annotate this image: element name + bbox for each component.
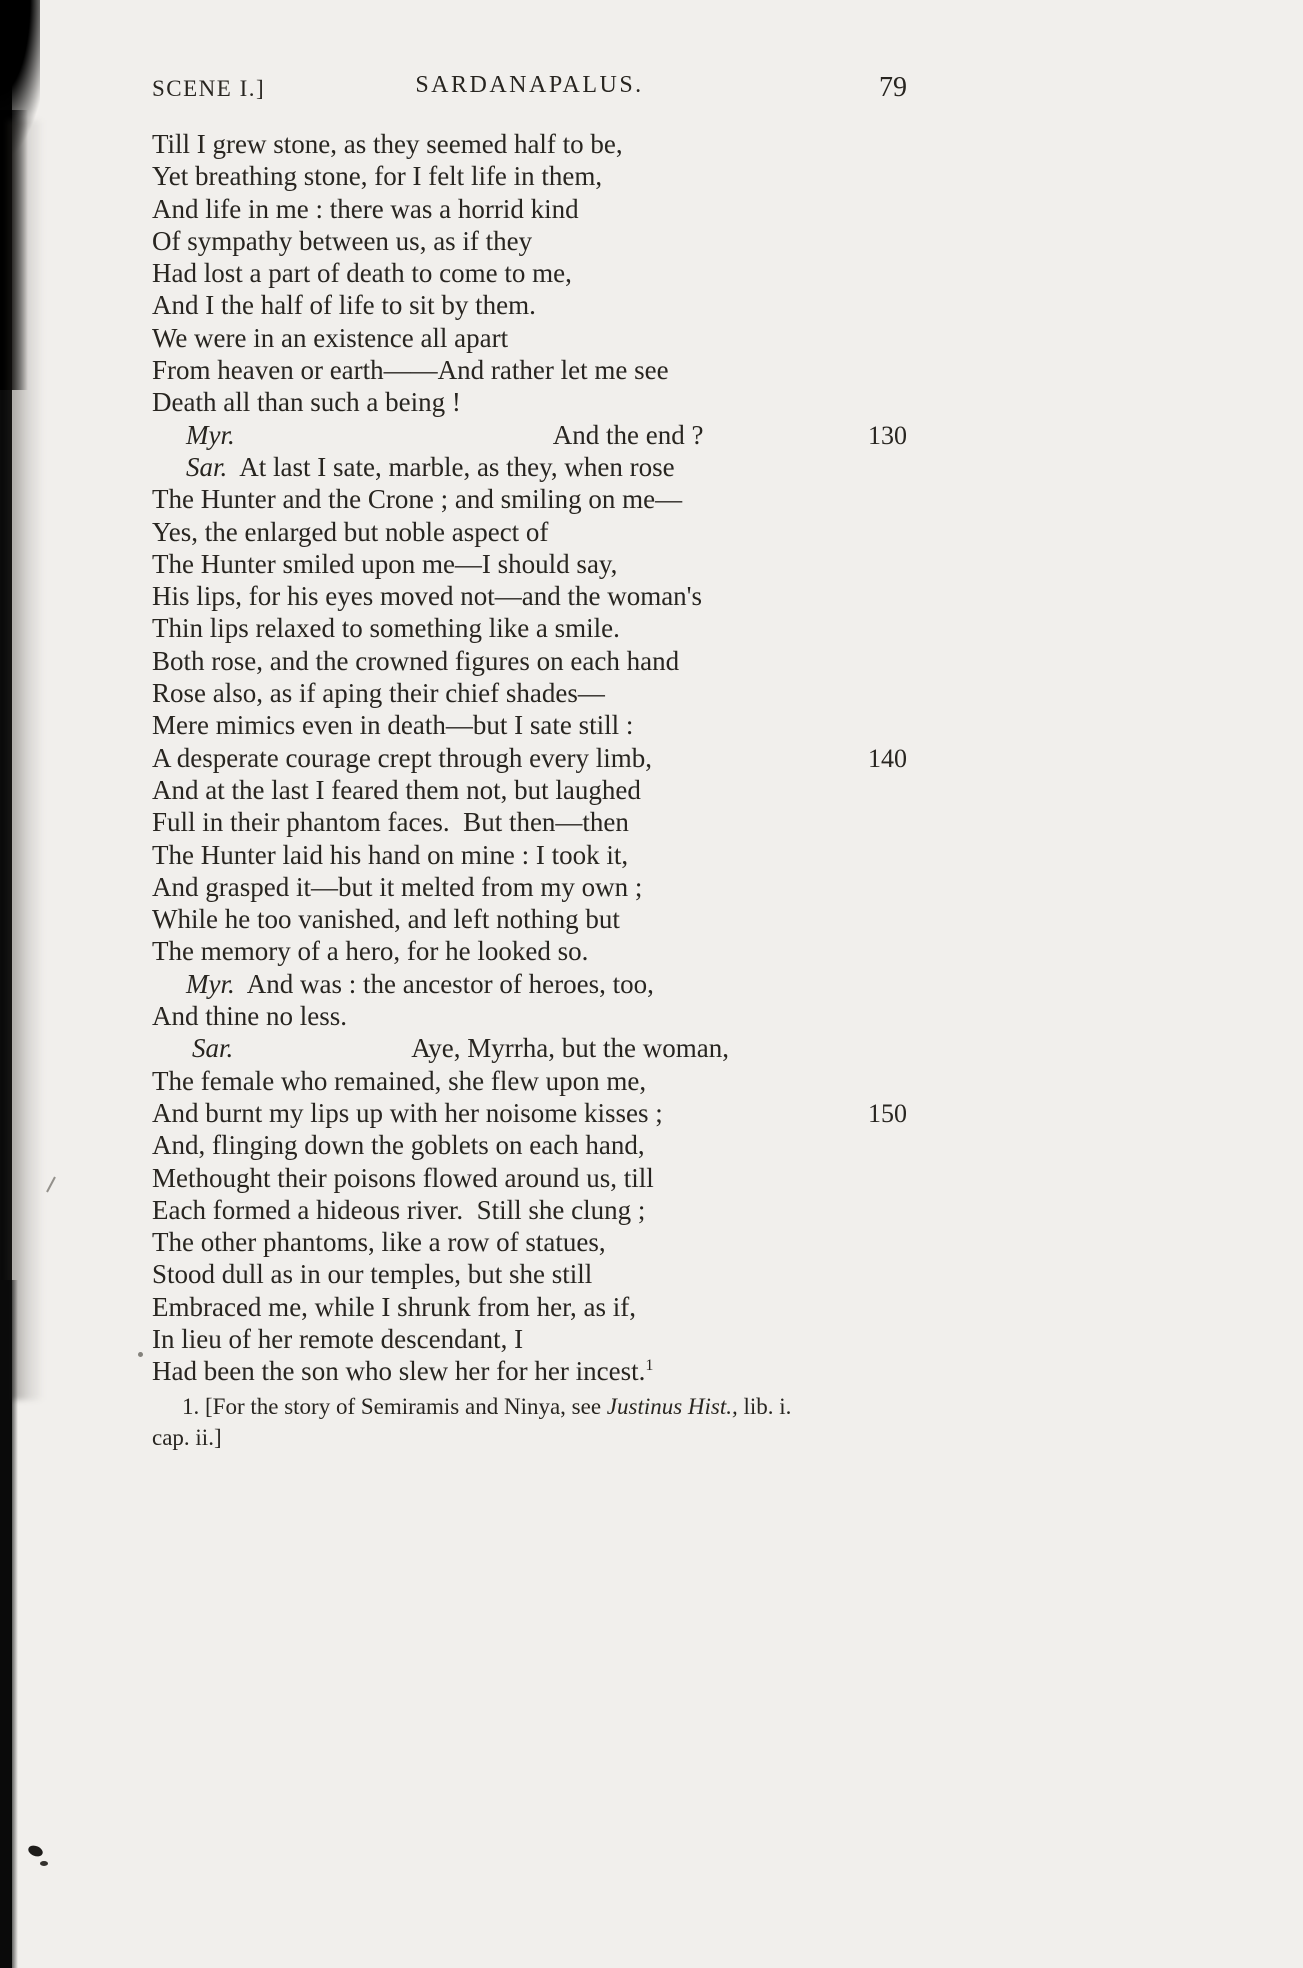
verse-line <box>152 903 907 935</box>
scan-dot-mark <box>138 1352 143 1357</box>
verse-line <box>152 839 907 871</box>
verse-line <box>152 225 907 257</box>
line-text: Methought their poisons flowed around us, till <box>152 1162 654 1193</box>
verse-line <box>152 871 907 903</box>
line-text: Of sympathy between us, as if they <box>152 225 533 256</box>
verse-line <box>152 1226 907 1258</box>
verse-line <box>152 160 907 192</box>
footnote-line-1 <box>152 1392 914 1423</box>
footnote-text: cap. ii.] <box>152 1424 222 1450</box>
line-text: The memory of a hero, for he looked so. <box>152 936 589 967</box>
line-number: 130 <box>868 420 907 450</box>
verse-line <box>152 1097 907 1129</box>
line-number: 150 <box>868 1098 907 1128</box>
speaker-label: Sar. <box>186 451 228 482</box>
scan-binding-shadow <box>0 110 28 390</box>
running-title: SARDANAPALUS. <box>415 72 644 98</box>
verse-line <box>152 128 907 160</box>
line-text: And burnt my lips up with her noisome kisses ; <box>152 1097 663 1128</box>
verse-line <box>152 257 907 289</box>
speaker-label: Sar. <box>192 1033 234 1064</box>
line-text: Aye, Myrrha, but the woman, <box>411 1033 729 1064</box>
footnote-work-title: Justinus Hist., <box>606 1394 738 1419</box>
scene-label: SCENE I.] <box>152 76 266 101</box>
line-text: And, flinging down the goblets on each hand, <box>152 1130 645 1161</box>
verse-line <box>152 774 907 806</box>
verse-line <box>152 806 907 838</box>
page-header <box>152 72 907 104</box>
line-text: And at the last I feared them not, but laughed <box>152 774 641 805</box>
line-text: His lips, for his eyes moved not—and the woman's <box>152 581 703 612</box>
verse-line <box>152 451 907 483</box>
line-text: Yes, the enlarged but noble aspect of <box>152 516 549 547</box>
line-text: Mere mimics even in death—but I sate still : <box>152 710 634 741</box>
line-text: And thine no less. <box>152 1001 347 1032</box>
line-text: And the end ? <box>552 419 704 450</box>
line-text: At last I sate, marble, as they, when rose <box>239 451 675 482</box>
line-text: In lieu of her remote descendant, I <box>152 1323 524 1354</box>
footnote-text-post: lib. i. <box>737 1394 792 1419</box>
verse-line <box>152 548 907 580</box>
line-number: 140 <box>868 743 907 773</box>
verse-line <box>152 289 907 321</box>
page-number: 79 <box>879 72 907 103</box>
verse-line <box>152 677 907 709</box>
verse-line <box>152 1355 907 1387</box>
line-text: From heaven or earth——And rather let me see <box>152 355 669 386</box>
line-text: Yet breathing stone, for I felt life in them, <box>152 161 603 192</box>
verse-line <box>152 1065 907 1097</box>
verse-line <box>152 1129 907 1161</box>
verse-line <box>152 354 907 386</box>
line-text: And life in me : there was a horrid kind <box>152 193 579 224</box>
verse-line <box>152 612 907 644</box>
scan-pen-mark <box>46 1177 56 1193</box>
verse-line <box>152 1323 907 1355</box>
verse-line <box>152 1291 907 1323</box>
line-text: Had been the son who slew her for her incest. <box>152 1356 646 1387</box>
footnote <box>152 1392 914 1453</box>
verse-line <box>152 516 907 548</box>
verse-line <box>152 968 907 1000</box>
scan-binding-shadow-lower <box>0 1280 18 1968</box>
verse-line <box>152 1194 907 1226</box>
verse-line <box>152 935 907 967</box>
scan-speck <box>40 1861 48 1866</box>
line-text: The Hunter and the Crone ; and smiling on me— <box>152 484 683 515</box>
line-text: While he too vanished, and left nothing but <box>152 904 620 935</box>
line-text: And was : the ancestor of heroes, too, <box>246 968 654 999</box>
line-text: Both rose, and the crowned figures on each hand <box>152 645 680 676</box>
verse-line <box>152 742 907 774</box>
line-text: Had lost a part of death to come to me, <box>152 258 572 289</box>
line-text: The Hunter laid his hand on mine : I took it, <box>152 839 629 870</box>
speaker-label: Myr. <box>186 968 235 999</box>
line-text: And I the half of life to sit by them. <box>152 290 536 321</box>
verse-block <box>152 128 907 1388</box>
line-text: A desperate courage crept through every limb, <box>152 742 653 773</box>
footnote-line-2 <box>152 1423 914 1454</box>
verse-line <box>152 645 907 677</box>
verse-line <box>152 419 907 451</box>
line-text: We were in an existence all apart <box>152 322 509 353</box>
verse-line <box>152 193 907 225</box>
line-text: The female who remained, she flew upon me, <box>152 1065 647 1096</box>
line-text: Till I grew stone, as they seemed half to be, <box>152 129 623 159</box>
line-text: Rose also, as if aping their chief shades— <box>152 678 605 709</box>
verse-line <box>152 1162 907 1194</box>
line-text: Embraced me, while I shrunk from her, as if, <box>152 1291 637 1322</box>
verse-line <box>152 386 907 418</box>
verse-line <box>152 709 907 741</box>
verse-line <box>152 580 907 612</box>
verse-line <box>152 1258 907 1290</box>
line-text: Each formed a hideous river. Still she clung ; <box>152 1194 646 1225</box>
scan-speck <box>27 1844 45 1859</box>
verse-line <box>152 1000 907 1032</box>
verse-line <box>152 483 907 515</box>
line-text: Death all than such a being ! <box>152 387 461 418</box>
line-text: Stood dull as in our temples, but she still <box>152 1259 593 1290</box>
scan-binding-strip <box>0 0 12 1968</box>
verse-line <box>152 1032 907 1064</box>
speaker-label: Myr. <box>186 419 235 450</box>
footnote-ref: 1 <box>645 1356 654 1375</box>
line-text: And grasped it—but it melted from my own ; <box>152 871 643 902</box>
footnote-text-pre: 1. [For the story of Semiramis and Ninya, see <box>182 1394 607 1419</box>
line-text: Thin lips relaxed to something like a smile. <box>152 613 620 644</box>
line-text: The other phantoms, like a row of statues, <box>152 1227 606 1258</box>
line-text: The Hunter smiled upon me—I should say, <box>152 548 618 579</box>
scan-binding-blotch <box>0 0 40 160</box>
line-text: Full in their phantom faces. But then—then <box>152 807 629 838</box>
verse-line <box>152 322 907 354</box>
scan-smudge <box>8 120 44 1400</box>
